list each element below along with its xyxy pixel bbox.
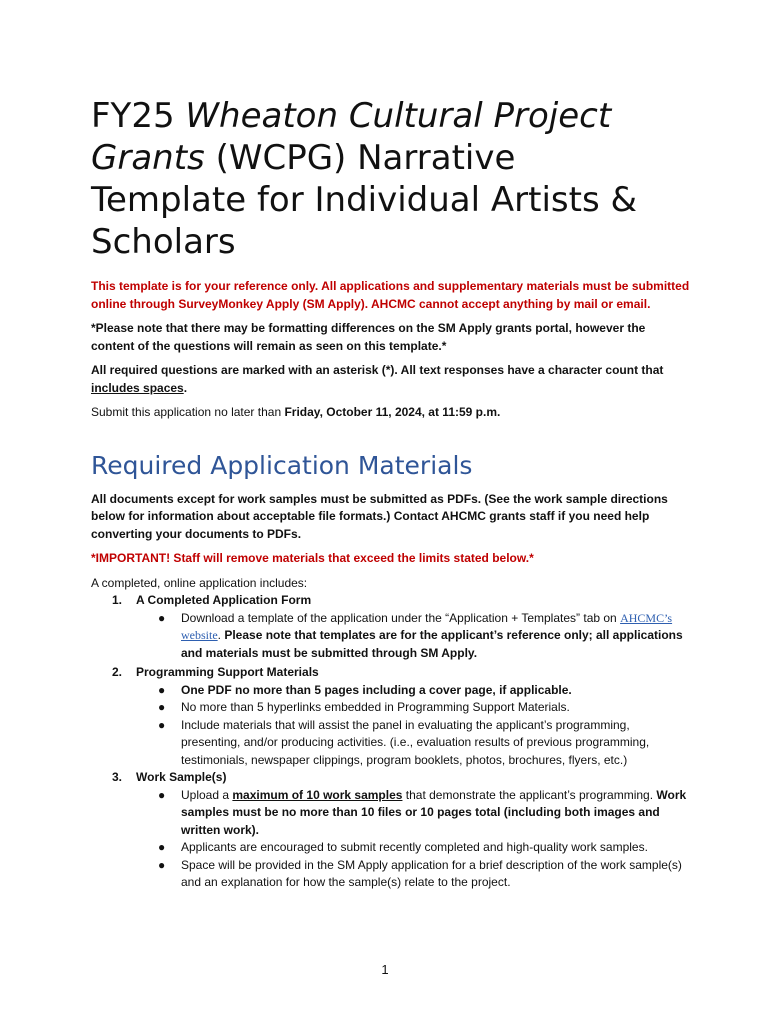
item-label: Programming Support Materials	[136, 665, 319, 679]
bullet-text: that demonstrate the applicant’s programming.	[402, 787, 657, 802]
title-line-3: Template for Individual Artists &	[91, 180, 637, 220]
bullet-icon: ●	[158, 857, 166, 872]
item-label: Work Sample(s)	[136, 770, 227, 784]
item-number: 3.	[112, 770, 123, 784]
list-item	[91, 839, 691, 857]
sub-list	[91, 682, 691, 770]
list-item-programming-support	[91, 664, 691, 769]
title-italic-2: Grants	[91, 138, 205, 178]
bullet-text: No more than 5 hyperlinks embedded in Programming Support Materials.	[181, 700, 570, 714]
materials-intro: A completed, online application includes:	[91, 575, 308, 590]
reference-only-notice: This template is for your reference only. All applications and supplementary materials must be submitted online through SurveyMonkey Apply (SM Apply). AHCMC cannot accept anything by mail or email.	[91, 279, 690, 311]
materials-list	[91, 592, 691, 892]
document-page	[91, 95, 691, 892]
ahcmc-website-link[interactable]: AHCMC’s website	[181, 610, 673, 642]
title-line-4: Scholars	[91, 222, 236, 262]
deadline-prefix: Submit this application no later than	[91, 405, 285, 419]
list-item	[91, 717, 691, 770]
bullet-bold-underlined-text: maximum of 10 work samples	[232, 787, 403, 802]
list-item-work-samples	[91, 769, 691, 892]
bullet-icon: ●	[158, 787, 166, 802]
page-number: 1	[381, 962, 389, 977]
bullet-bold-text: Work samples must be no more than 10 files or 10 pages total (including both images and written work).	[181, 787, 687, 837]
list-item	[91, 857, 691, 892]
bullet-text: Space will be provided in the SM Apply application for a brief description of the work sample(s) and an explanation for how the sample(s) relate to the project.	[181, 857, 682, 889]
required-notice-text-2: .	[183, 380, 188, 395]
bullet-text: Applicants are encouraged to submit recently completed and high-quality work samples.	[181, 840, 648, 854]
bullet-text: Download a template of the application under the “Application + Templates” tab on	[181, 610, 621, 625]
document-title	[91, 95, 691, 263]
section-heading-materials: Required Application Materials	[91, 450, 473, 480]
required-notice-underlined: includes spaces	[91, 380, 184, 395]
list-item	[91, 610, 691, 663]
item-label: A Completed Application Form	[136, 593, 312, 607]
formatting-notice: *Please note that there may be formatting differences on the SM Apply grants portal, however the content of the questions will remain as seen on this template.*	[91, 321, 646, 353]
sub-list	[91, 610, 691, 663]
bullet-bold-text: Please note that templates are for the applicant’s reference only; all applications and materials must be submitted through SM Apply.	[181, 628, 683, 660]
list-item-application-form	[91, 592, 691, 662]
title-rest-line-2: (WCPG) Narrative	[204, 138, 516, 178]
bullet-icon: ●	[158, 682, 166, 697]
title-prefix: FY25	[91, 96, 186, 136]
required-notice-text-1: All required questions are marked with an asterisk (*). All text responses have a character count that	[91, 363, 664, 377]
deadline-line	[91, 404, 691, 422]
bullet-text: One PDF no more than 5 pages including a cover page, if applicable.	[181, 682, 572, 697]
bullet-icon: ●	[158, 700, 166, 714]
bullet-text: Include materials that will assist the panel in evaluating the applicant’s programming, presenting, and/or producing activities. (i.e., evaluation results of previous programming, testimonials, newspaper clippings, program booklets, photos, brochures, flyers, etc.)	[181, 717, 650, 767]
bullet-text: Upload a	[181, 787, 233, 802]
deadline-date: Friday, October 11, 2024, at 11:59 p.m.	[284, 405, 501, 419]
important-notice: *IMPORTANT! Staff will remove materials that exceed the limits stated below.*	[91, 551, 534, 565]
bullet-icon: ●	[158, 610, 166, 625]
required-questions-notice	[91, 362, 691, 397]
bullet-icon: ●	[158, 840, 166, 854]
bullet-icon: ●	[158, 717, 166, 732]
list-item	[91, 787, 691, 840]
bullet-text: .	[217, 628, 225, 642]
list-item	[91, 682, 691, 700]
title-italic-1: Wheaton Cultural Project	[185, 96, 612, 136]
item-number: 1.	[112, 593, 123, 607]
item-number: 2.	[112, 665, 123, 679]
pdf-note: All documents except for work samples must be submitted as PDFs. (See the work sample directions below for information about acceptable file formats.) Contact AHCMC grants staff if you need help converting your documents to PDFs.	[91, 491, 668, 541]
list-item	[91, 699, 691, 717]
sub-list	[91, 787, 691, 892]
